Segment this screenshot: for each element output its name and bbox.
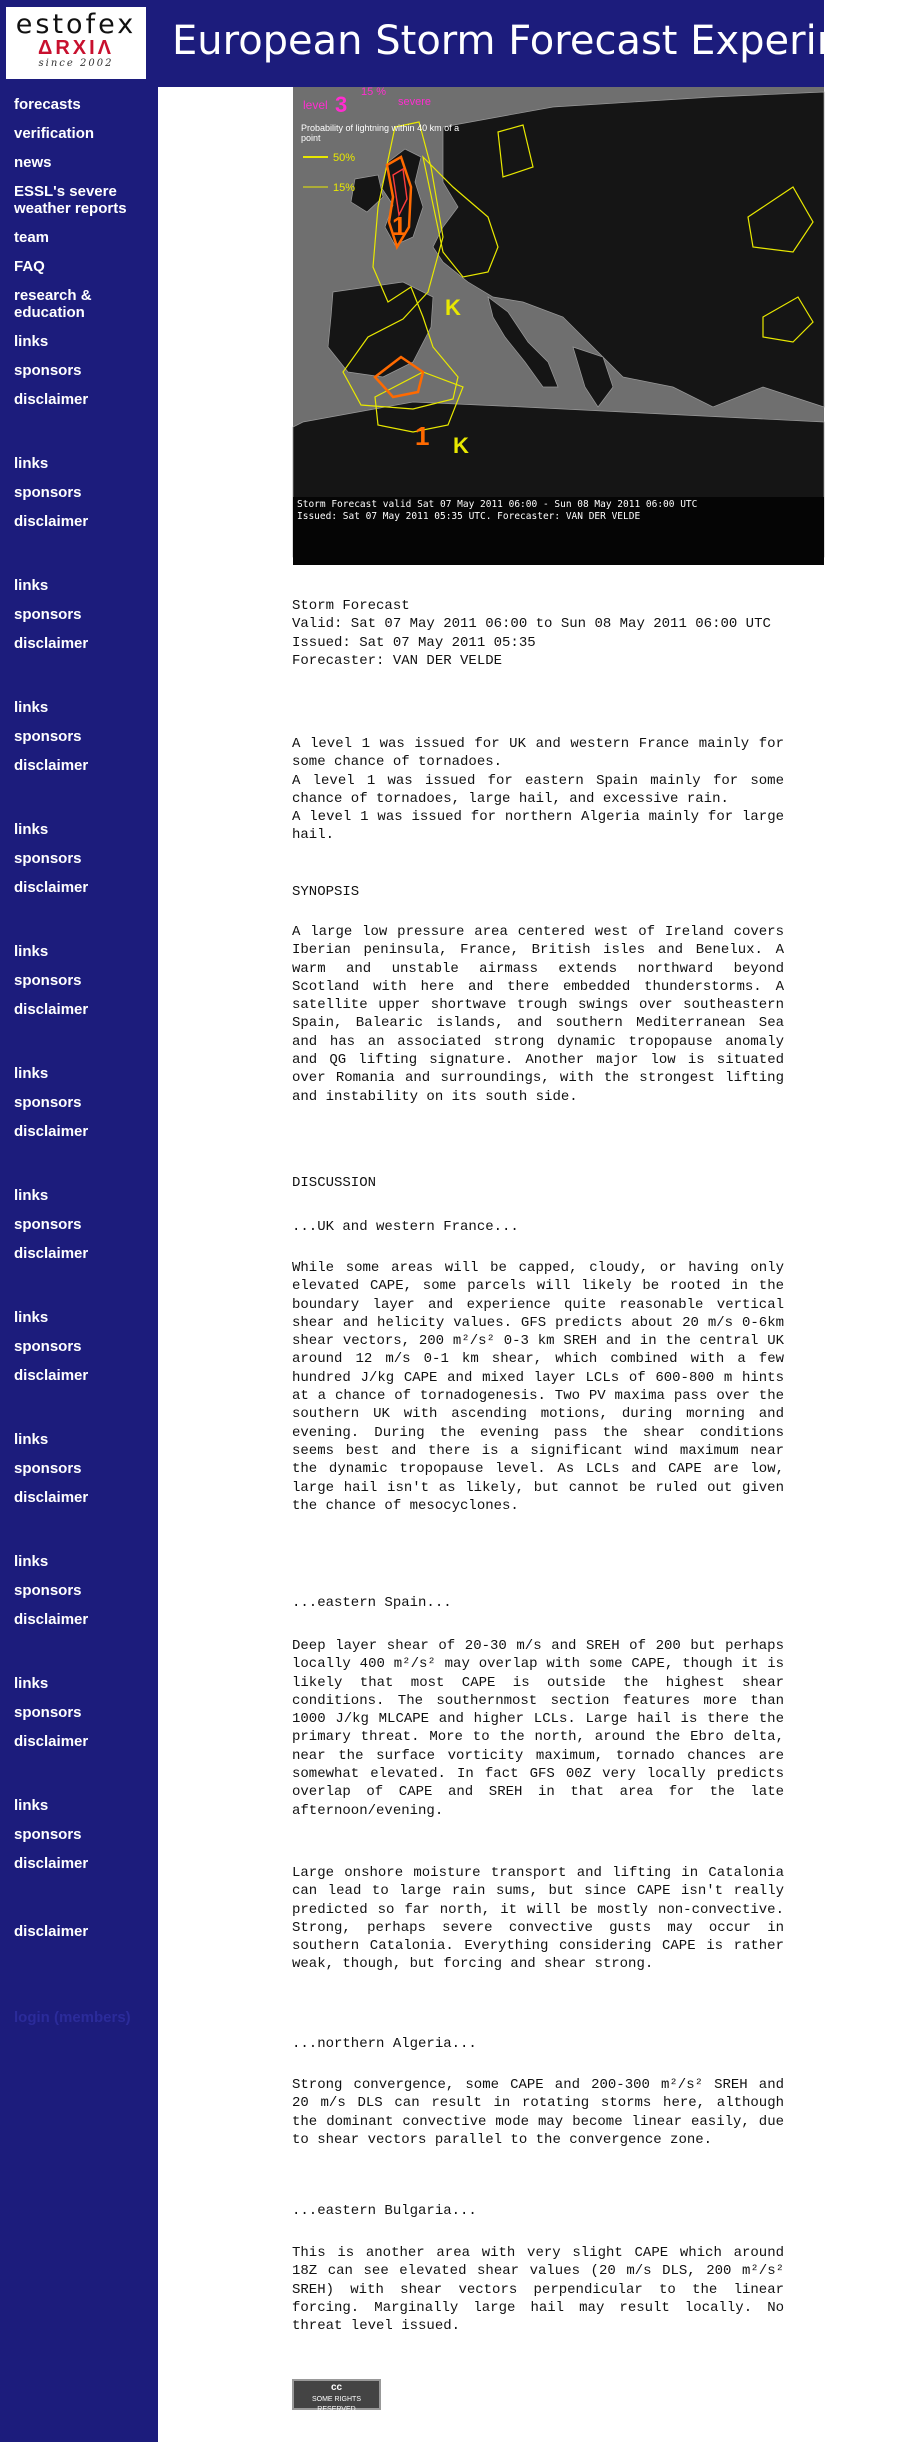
synopsis-text: A large low pressure area centered west of Ireland covers Iberian peninsula, France, British isles and Benelux. A warm and unstable airmass extends northward beyond Scotland with here and there embedded thunderstorms. A satellite upper shortwave trough swings over southeastern Spain, Balearic islands, and southern Mediterranean Sea and has an associated strong dynamic tropopause anomaly and QG lifting signature. Another major low is situated over Romania and surroundings, with the strongest lifting and instability on its south side. [292,924,784,1105]
nav-links[interactable]: links [14,943,49,960]
nav-sponsors[interactable]: sponsors [14,1094,82,1111]
nav-disclaimer[interactable]: disclaimer [14,1923,89,1940]
nav-links[interactable]: links [14,333,49,350]
level1-label-spain: 1 [415,421,430,451]
nav-team[interactable]: team [14,229,50,246]
logo-since: since 2002 [38,58,114,69]
nav-sponsors[interactable]: sponsors [14,728,82,745]
summary-line: A level 1 was issued for northern Algeria mainly for large hail. [292,809,784,844]
forecast-issued: Issued: Sat 07 May 2011 05:35 [292,634,536,651]
k-label-south: K [453,433,469,458]
algeria-text: Strong convergence, some CAPE and 200-300 m²/s² SREH and 20 m/s DLS can result in rotating storms here, although the dominant convective mode may become linear easily, due to shear vectors parallel to the convergence zone. [292,2077,784,2148]
nav-sponsors[interactable]: sponsors [14,362,82,379]
forecast-valid: Valid: Sat 07 May 2011 06:00 to Sun 08 May 2011 06:00 UTC [292,616,771,633]
nav-disclaimer[interactable]: disclaimer [14,757,89,774]
nav-links[interactable]: links [14,1675,49,1692]
level1-label-uk: 1 [392,211,407,241]
synopsis-heading: SYNOPSIS [292,884,360,900]
nav-disclaimer[interactable]: disclaimer [14,1855,89,1872]
summary-line: A level 1 was issued for eastern Spain mainly for some chance of tornadoes, large hail, and excessive rain. [292,772,784,807]
bulgaria-heading: ...eastern Bulgaria... [292,2203,477,2219]
bulgaria-text: This is another area with very slight CAPE which around 18Z can see elevated shear values (20 m/s DLS, 200 m²/s² SREH) with shear vectors perpendicular to the linear forcing. Marginally large hail may result locally. No threat level issued. [292,2245,784,2335]
nav-verification[interactable]: verification [14,125,95,142]
site-header [0,0,921,87]
nav-links[interactable]: links [14,1431,49,1448]
nav-disclaimer[interactable]: disclaimer [14,513,89,530]
nav-disclaimer[interactable]: disclaimer [14,1123,89,1140]
map-caption-valid: Storm Forecast valid Sat 07 May 2011 06:00 - Sun 08 May 2011 06:00 UTC [297,499,698,510]
summary-line: A level 1 was issued for UK and western France mainly for some chance of tornadoes. [292,736,784,771]
map-caption-issued: Issued: Sat 07 May 2011 05:35 UTC. Forecaster: VAN DER VELDE [297,511,641,522]
forecast-map[interactable] [293,87,824,565]
forecast-summary [292,735,784,845]
nav-links[interactable]: links [14,1553,49,1570]
cc-icon: cc [330,2382,343,2393]
nav-disclaimer[interactable]: disclaimer [14,635,89,652]
nav-disclaimer[interactable]: disclaimer [14,1367,89,1384]
site-title: European Storm Forecast Experiment [172,18,921,64]
nav-sponsors[interactable]: sponsors [14,1826,82,1843]
uk-heading: ...UK and western France... [292,1219,519,1235]
nav-sponsors[interactable]: sponsors [14,1338,82,1355]
nav-links[interactable]: links [14,1065,49,1082]
nav-sponsors[interactable]: sponsors [14,484,82,501]
nav-disclaimer[interactable]: disclaimer [14,879,89,896]
sidebar-nav [0,87,158,2442]
nav-links[interactable]: links [14,1309,49,1326]
legend-50: 50% [333,152,356,164]
estofex-logo[interactable] [5,6,147,80]
level3-number: 3 [335,92,348,117]
nav-disclaimer[interactable]: disclaimer [14,1611,89,1628]
nav-sponsors[interactable]: sponsors [14,606,82,623]
forecast-forecaster: Forecaster: VAN DER VELDE [292,652,503,669]
nav-disclaimer[interactable]: disclaimer [14,1733,89,1750]
forecast-heading: Storm Forecast [292,598,410,614]
nav-links[interactable]: links [14,577,49,594]
nav-disclaimer[interactable]: disclaimer [14,1489,89,1506]
legend-15: 15% [333,182,356,194]
nav-sponsors[interactable]: sponsors [14,1704,82,1721]
legend-top-pct: 15 % [361,86,387,98]
uk-text: While some areas will be capped, cloudy, or having only elevated CAPE, some parcels will likely be rooted in the boundary layer and experience quite reasonable vertical shear and helicity values. GFS predicts about 20 m/s 0-6km shear vectors, 200 m²/s² 0-3 km SREH and in the central UK around 12 m/s 0-1 km shear, which combined with a few hundred J/kg CAPE and mixed layer LCLs of 600-800 m hints at a chance of tornadogenesis. Two PV maxima pass over the southern UK with ascending motions, during morning and evening. During the evening pass the shear conditions seems best and there is a significant wind maximum near the dynamic tropopause level. As LCLs and CAPE are low, large hail isn't as likely, but cannot be ruled out given the chance of mesocyclones. [292,1260,784,1514]
creative-commons-badge[interactable] [292,2379,381,2413]
nav-disclaimer[interactable]: disclaimer [14,1001,89,1018]
level3-label: level [303,98,328,112]
algeria-heading: ...northern Algeria... [292,2036,477,2052]
nav-disclaimer[interactable]: disclaimer [14,1245,89,1262]
k-label-north: K [445,295,461,320]
logo-glyphs: ΔRXIΛ [37,37,115,59]
nav-forecasts[interactable]: forecasts [14,96,81,113]
legend-severe: severe [398,96,432,108]
nav-faq[interactable]: FAQ [14,258,45,275]
spain-text: Deep layer shear of 20-30 m/s and SREH of 200 but perhaps locally 400 m²/s² may overlap with some CAPE, though it is likely that most CAPE is outside the highest shear conditions. The southernmost section features more than 1000 J/kg MLCAPE and higher LCLs. Large hail is there the primary threat. More to the north, around the Ebro delta, near the surface vorticity maximum, tornado chances are somewhat elevated. In fact GFS 00Z very locally predicts overlap of CAPE and SREH in that area for the late afternoon/evening. [292,1638,784,1819]
nav-sponsors[interactable]: sponsors [14,1216,82,1233]
spain-text-2: Large onshore moisture transport and lifting in Catalonia can lead to large rain sums, but since CAPE isn't really predicted so far north, it will be mostly non-convective. Strong, perhaps severe convective gusts may occur in southern Catalonia. Everything considering CAPE is rather weak, though, but forcing and shear strong. [292,1865,784,1973]
nav-links[interactable]: links [14,821,49,838]
europe-map-svg [293,87,824,565]
nav-sponsors[interactable]: sponsors [14,850,82,867]
nav-links[interactable]: links [14,1797,49,1814]
nav-sponsors[interactable]: sponsors [14,1582,82,1599]
nav-links[interactable]: links [14,699,49,716]
nav-links[interactable]: links [14,455,49,472]
forecast-header-block [292,597,784,670]
logo-wordmark: estofex [15,9,137,40]
cc-label: SOME RIGHTS RESERVED [311,2396,361,2413]
nav-links[interactable]: links [14,1187,49,1204]
spain-heading: ...eastern Spain... [292,1595,452,1611]
legend-title: Probability of lightning within 40 km of a point [301,123,460,143]
nav-research-education[interactable]: research & education [14,287,92,321]
nav-news[interactable]: news [14,154,52,171]
login-link[interactable]: login (members) [14,2009,131,2026]
discussion-heading: DISCUSSION [292,1175,377,1191]
nav-essl-reports[interactable]: ESSL's severe weather reports [14,183,127,217]
nav-sponsors[interactable]: sponsors [14,972,82,989]
nav-disclaimer[interactable]: disclaimer [14,391,89,408]
nav-sponsors[interactable]: sponsors [14,1460,82,1477]
